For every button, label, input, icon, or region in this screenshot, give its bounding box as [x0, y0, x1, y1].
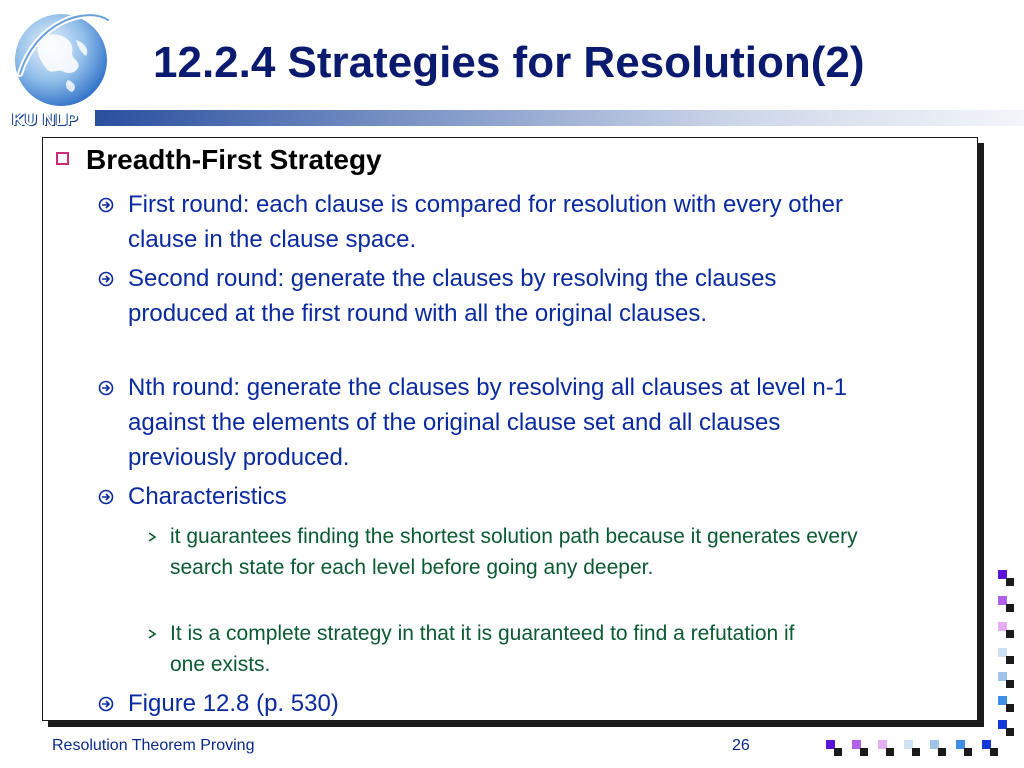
circled-arrow-bullet-icon	[98, 187, 128, 257]
hollow-square-bullet-icon	[56, 143, 86, 177]
circled-arrow-bullet-icon	[98, 686, 128, 721]
item-text: Second round: generate the clauses by resolving the clauses produced at the first round with all the original clauses.	[128, 265, 777, 327]
sub-list-item	[146, 618, 830, 680]
slide-title: 12.2.4 Strategies for Resolution(2)	[153, 38, 865, 87]
chevron-bullet-icon	[146, 521, 170, 583]
list-item	[98, 187, 888, 257]
list-item	[98, 479, 888, 514]
circled-arrow-bullet-icon	[98, 261, 128, 331]
list-item	[98, 370, 888, 475]
list-item	[98, 261, 828, 331]
item-text: Nth round: generate the clauses by resolving all clauses at level n-1 against the elements of the original clause set and all clauses previously produced.	[128, 374, 848, 471]
item-text: First round: each clause is compared for resolution with every other clause in the clause space.	[128, 191, 843, 253]
title-underline-bar	[95, 110, 1024, 126]
decorative-squares-vertical	[998, 570, 1018, 750]
circled-arrow-bullet-icon	[98, 370, 128, 475]
sub-item-text: it guarantees finding the shortest solution path because it generates every search state for each level before going any deeper.	[170, 525, 858, 579]
heading-text: Breadth-First Strategy	[86, 144, 382, 175]
globe-icon	[6, 2, 116, 112]
sub-item-text: It is a complete strategy in that it is guaranteed to find a refutation if one exists.	[170, 622, 795, 676]
slide-number: 26	[732, 737, 750, 754]
item-text: Characteristics	[128, 483, 287, 510]
decorative-squares-horizontal	[826, 738, 1022, 760]
logo-text: KU NLP	[12, 110, 79, 129]
heading-item	[56, 143, 382, 177]
footer-text: Resolution Theorem Proving	[52, 737, 255, 754]
sub-list-item	[146, 521, 870, 583]
list-item	[98, 686, 888, 721]
chevron-bullet-icon	[146, 618, 170, 680]
circled-arrow-bullet-icon	[98, 479, 128, 514]
item-text: Figure 12.8 (p. 530)	[128, 690, 339, 717]
